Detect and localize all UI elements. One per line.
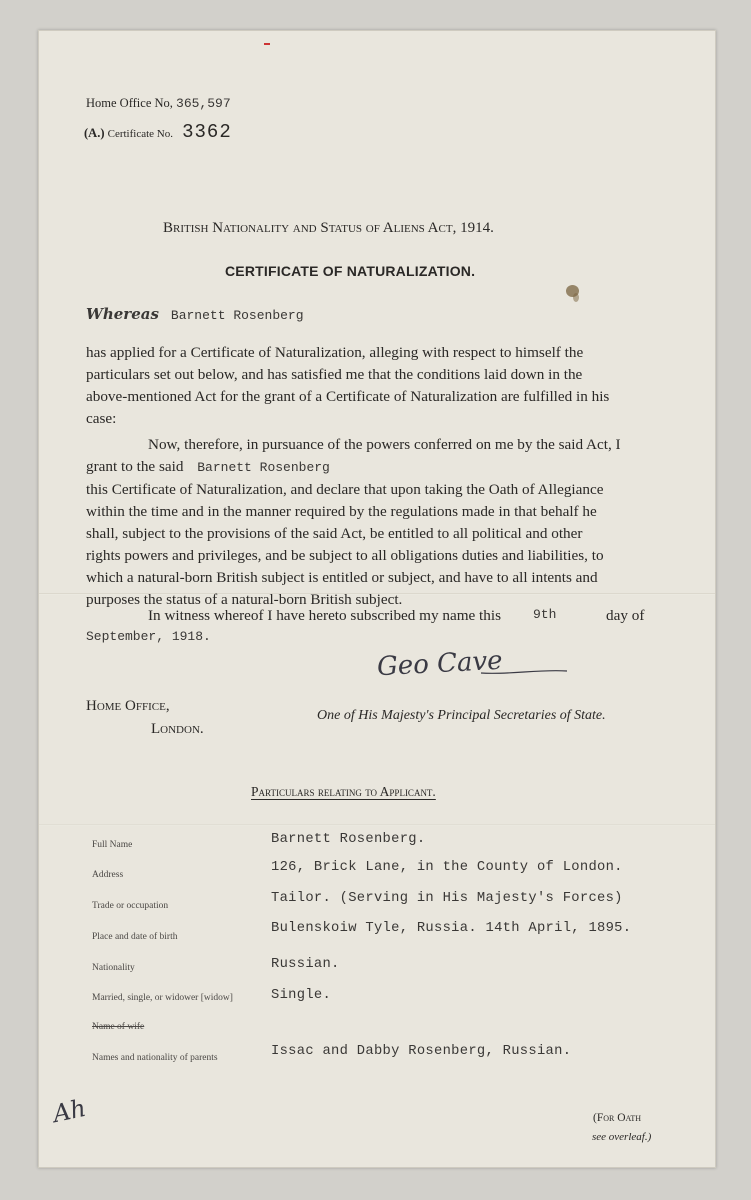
field-label: Place and date of birth: [92, 932, 178, 942]
certificate-prefix: (A.): [84, 126, 105, 140]
paragraph-grant: [86, 434, 621, 611]
field-label: Address: [92, 870, 124, 880]
whereas-word: Whereas: [86, 305, 159, 323]
field-label: Full Name: [92, 840, 133, 850]
certificate-label: Certificate No.: [107, 128, 173, 140]
certificate-number: [84, 121, 232, 143]
witness-date: September, 1918.: [86, 629, 211, 644]
grant-name: Barnett Rosenberg: [197, 460, 330, 475]
field-label-struck: Name of wife: [92, 1022, 145, 1032]
home-office-number: [86, 96, 231, 111]
field-label: Trade or occupation: [92, 901, 169, 911]
witness-text: In witness whereof I have hereto subscribed my name this: [148, 607, 502, 624]
footer-overleaf: see overleaf.): [592, 1131, 652, 1143]
text-line: particulars set out below, and has satisfied me that the conditions laid down in the: [86, 366, 583, 383]
text-line: which a natural-born British subject is entitled or subject, and have to all intents and: [86, 569, 598, 586]
text-line: purposes the status of a natural-born British subject.: [86, 591, 403, 608]
signature-flourish: [479, 659, 569, 679]
text-line: shall, subject to the provisions of the said Act, be entitled to all political and other: [86, 525, 583, 542]
text-line: within the time and in the manner required by the regulations made in that behalf he: [86, 503, 597, 520]
fold-line: [39, 824, 715, 826]
whereas-line: [86, 305, 304, 324]
office-line-1: Home Office,: [86, 698, 170, 714]
home-office-label: Home Office No,: [86, 96, 173, 110]
witness-day: 9th: [533, 607, 557, 622]
text-line: above-mentioned Act for the grant of a Certificate of Naturalization are fulfilled in his: [86, 388, 610, 405]
ink-mark: [264, 43, 270, 45]
office-line-2: London.: [151, 721, 204, 737]
paragraph-applied: [86, 342, 609, 430]
secretary-title: One of His Majesty's Principal Secretaries of State.: [317, 708, 606, 723]
grant-prefix: grant to the said: [86, 458, 184, 475]
text-line: Now, therefore, in pursuance of the powers conferred on me by the said Act, I: [148, 436, 621, 453]
footer-oath: (For Oath: [593, 1112, 642, 1124]
text-line: rights powers and privileges, and be subject to all obligations duties and liabilities, to: [86, 547, 604, 564]
certificate-paper: [38, 30, 716, 1168]
stain: [573, 293, 579, 302]
applicant-name: Barnett Rosenberg: [170, 308, 304, 323]
grant-line: [86, 456, 621, 479]
text-line: this Certificate of Naturalization, and declare that upon taking the Oath of Allegiance: [86, 481, 604, 498]
signature: Geo Cave: [376, 645, 504, 683]
act-title: British Nationality and Status of Aliens Act, 1914.: [163, 220, 494, 236]
field-value: Barnett Rosenberg.: [271, 832, 426, 847]
particulars-title: Particulars relating to Applicant.: [251, 784, 436, 799]
field-value: 126, Brick Lane, in the County of London.: [271, 860, 623, 875]
field-label: Nationality: [92, 963, 135, 973]
certificate-value: 3362: [182, 121, 232, 143]
field-value: Bulenskoiw Tyle, Russia. 14th April, 1895.: [271, 921, 632, 936]
document-title: CERTIFICATE OF NATURALIZATION.: [225, 263, 476, 279]
home-office-value: 365,597: [176, 96, 231, 111]
field-label: Married, single, or widower [widow]: [92, 993, 233, 1003]
field-value: Russian.: [271, 957, 340, 972]
witness-day-of: day of: [606, 607, 645, 624]
text-line: has applied for a Certificate of Naturalization, alleging with respect to himself the: [86, 344, 584, 361]
margin-handwriting: Ah: [50, 1093, 89, 1129]
field-value: Issac and Dabby Rosenberg, Russian.: [271, 1044, 572, 1059]
field-label: Names and nationality of parents: [92, 1053, 218, 1063]
field-value: Single.: [271, 988, 332, 1003]
text-line: case:: [86, 410, 117, 427]
field-value: Tailor. (Serving in His Majesty's Forces): [271, 891, 623, 906]
